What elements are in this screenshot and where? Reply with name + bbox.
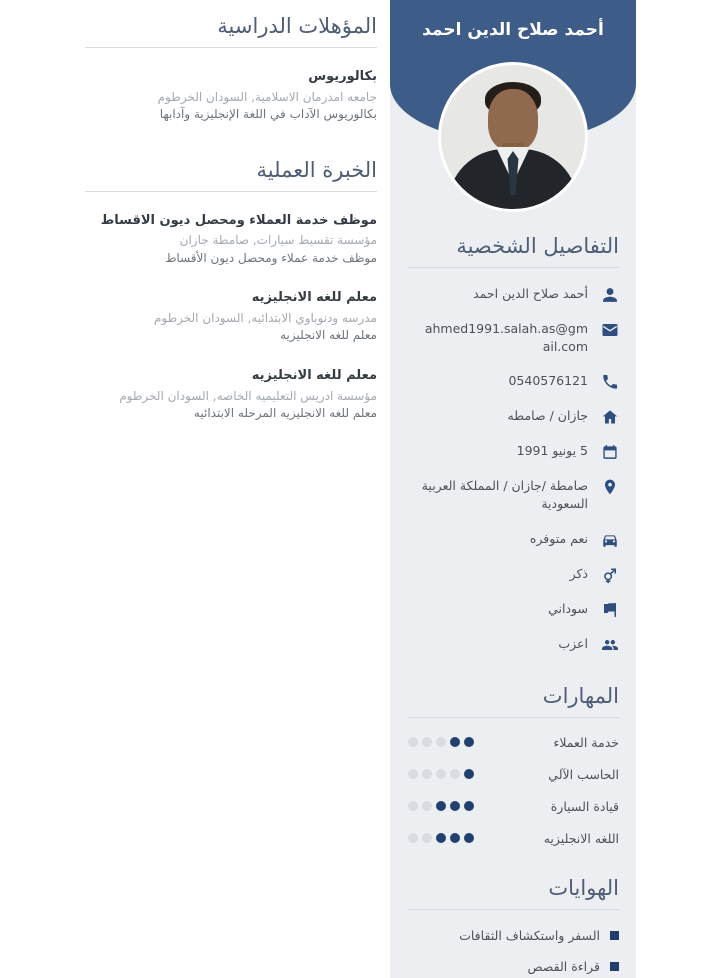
rating-dot-filled	[464, 801, 474, 811]
skill-rating-dots	[408, 833, 474, 843]
hobbies-list	[408, 927, 619, 976]
rating-dot-empty	[422, 769, 432, 779]
hobby-item	[408, 927, 619, 945]
cv-entry	[85, 212, 377, 268]
profile-photo	[438, 62, 588, 212]
skill-rating-dots	[408, 737, 474, 747]
rating-dot-filled	[436, 801, 446, 811]
gender-icon	[601, 566, 619, 584]
entry-title: معلم للغه الانجليزيه	[251, 290, 377, 306]
skill-row	[408, 799, 619, 814]
rating-dot-filled	[464, 833, 474, 843]
personal-detail-item	[408, 442, 619, 461]
envelope-icon	[601, 321, 619, 339]
rating-dot-empty	[422, 737, 432, 747]
personal-detail-item	[408, 565, 619, 584]
rating-dot-empty	[408, 801, 418, 811]
hobby-label: السفر واستكشاف الثقافات	[459, 927, 600, 943]
skill-label: الحاسب الآلي	[548, 766, 619, 782]
rating-dot-filled	[450, 833, 460, 843]
personal-detail-item	[408, 530, 619, 549]
personal-detail-value: جازان / صامطه	[507, 408, 588, 424]
hobbies-title: الهوايات	[408, 876, 619, 910]
skill-row	[408, 831, 619, 846]
experience-section-title: الخبرة العملية	[85, 158, 377, 192]
skill-row	[408, 735, 619, 750]
entry-organization: جامعه امدرمان الاسلامية, السودان الخرطوم	[157, 89, 377, 104]
hobby-item	[408, 958, 619, 976]
entry-description: بكالوريوس الآداب في اللغة الإنجليزية وآدابها	[159, 107, 377, 122]
personal-detail-value: أحمد صلاح الدين احمد	[473, 286, 588, 301]
rating-dot-empty	[422, 801, 432, 811]
rating-dot-empty	[408, 737, 418, 747]
entry-organization: مؤسسة ادريس التعليميه الخاصه, السودان الخرطوم	[119, 388, 377, 403]
personal-details-list	[408, 285, 619, 654]
personal-detail-value: نعم متوفره	[529, 530, 588, 546]
location-pin-icon	[601, 478, 619, 496]
rating-dot-filled	[436, 833, 446, 843]
flag-icon	[601, 601, 619, 619]
skill-rating-dots	[408, 801, 474, 811]
car-icon	[601, 531, 619, 549]
cv-entry	[85, 289, 377, 345]
rating-dot-filled	[450, 737, 460, 747]
sidebar	[390, 0, 636, 978]
skill-label: خدمة العملاء	[553, 734, 619, 750]
rating-dot-empty	[422, 833, 432, 843]
personal-detail-item	[408, 285, 619, 304]
entry-description: موظف خدمة عملاء ومحصل ديون الأقساط	[165, 250, 377, 265]
entry-organization: مؤسسة تقسيط سيارات, صامطة جازان	[179, 233, 377, 248]
hobby-label: قراءة القصص	[527, 959, 600, 974]
education-section	[85, 14, 377, 124]
rating-dot-filled	[464, 737, 474, 747]
personal-detail-item	[408, 407, 619, 426]
experience-section	[85, 158, 377, 423]
personal-detail-value: ذكر	[569, 565, 588, 581]
rating-dot-empty	[436, 769, 446, 779]
personal-detail-value: 0540576121	[508, 373, 588, 389]
skill-row	[408, 767, 619, 782]
personal-detail-value: سوداني	[548, 600, 588, 616]
rating-dot-empty	[408, 833, 418, 843]
skills-list	[408, 735, 619, 846]
personal-detail-item	[408, 477, 619, 513]
rating-dot-empty	[436, 737, 446, 747]
experience-entries	[85, 212, 377, 423]
education-section-title: المؤهلات الدراسية	[85, 14, 377, 48]
personal-detail-value: ahmed1991.salah.as@gmail.com	[424, 321, 588, 355]
personal-detail-item	[408, 600, 619, 619]
user-icon	[601, 286, 619, 304]
rating-dot-filled	[450, 801, 460, 811]
hobby-bullet-icon	[610, 962, 619, 971]
right-margin	[636, 0, 718, 978]
hobby-bullet-icon	[610, 931, 619, 940]
personal-detail-item	[408, 320, 619, 356]
personal-detail-value: صامطة /جازان / المملكة العربية السعودية	[421, 478, 588, 512]
skill-rating-dots	[408, 769, 474, 779]
calendar-icon	[601, 443, 619, 461]
skills-title: المهارات	[408, 684, 619, 718]
personal-detail-value: اعزب	[558, 635, 588, 651]
personal-detail-item	[408, 635, 619, 654]
personal-detail-item	[408, 372, 619, 391]
entry-description: معلم للغه الانجليزيه	[280, 328, 377, 343]
people-icon	[601, 636, 619, 654]
entry-title: بكالوريوس	[308, 69, 377, 84]
candidate-name: أحمد صلاح الدين احمد	[422, 20, 604, 40]
skill-label: اللغه الانجليزيه	[543, 830, 619, 846]
entry-title: معلم للغه الانجليزيه	[251, 367, 377, 383]
personal-details-title: التفاصيل الشخصية	[408, 234, 619, 268]
cv-entry	[85, 68, 377, 124]
rating-dot-empty	[450, 769, 460, 779]
phone-icon	[601, 373, 619, 391]
sidebar-content	[390, 234, 636, 976]
entry-title: موظف خدمة العملاء ومحصل ديون الاقساط	[100, 212, 377, 228]
cv-entry	[85, 367, 377, 423]
home-icon	[601, 408, 619, 426]
rating-dot-filled	[464, 769, 474, 779]
skill-label: قيادة السيارة	[550, 798, 619, 814]
education-entries	[85, 68, 377, 124]
entry-description: معلم للغه الانجليزيه المرحله الابتدائيه	[193, 406, 377, 421]
personal-detail-value: 5 يونيو 1991	[516, 443, 588, 459]
entry-organization: مدرسه ودنوباوي الابتدائيه, السودان الخرطوم	[153, 311, 377, 326]
rating-dot-empty	[408, 769, 418, 779]
